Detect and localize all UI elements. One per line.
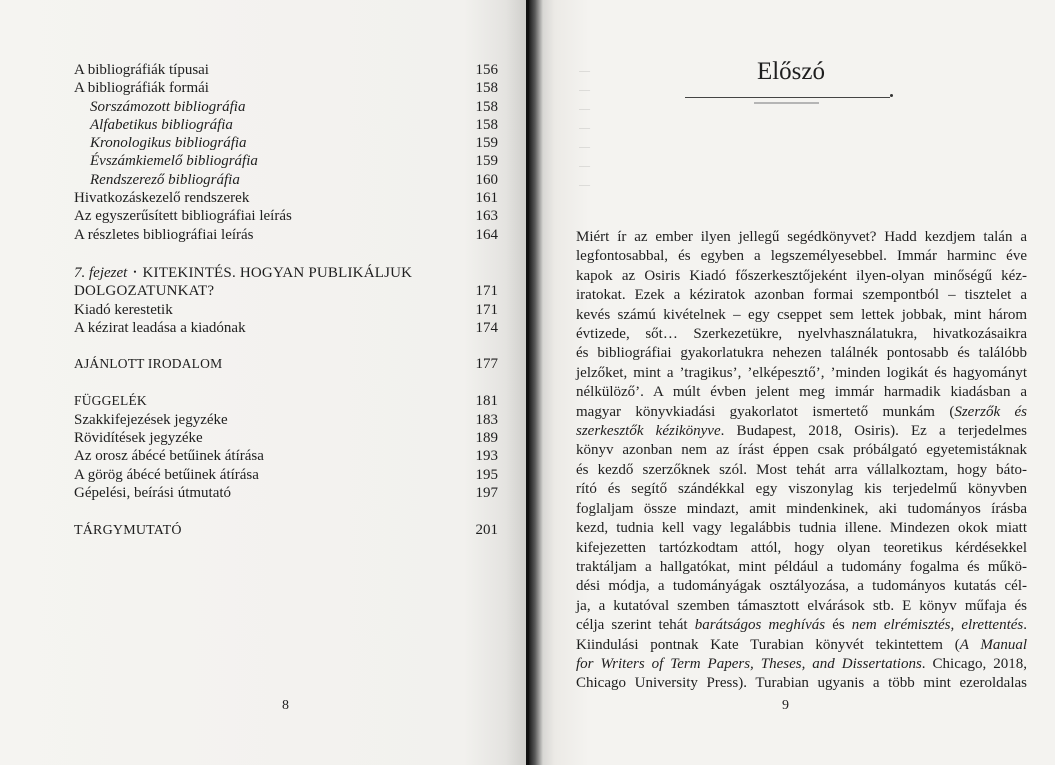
toc-entry-title: A részletes bibliográfiai leírás [74,226,254,243]
toc-entry [74,226,498,244]
toc-entry-title: Kronologikus bibliográfia [90,135,247,152]
text-line: Kiindulási pontnak Kate Turabian könyvét tekintettem (A Manual [576,636,1027,653]
title-subrule [754,102,819,104]
toc-entry-page: 193 [475,448,498,465]
toc-entry [74,484,498,502]
toc-entry-title: Alfabetikus bibliográfia [90,116,233,133]
page-number: 8 [282,698,289,713]
chapter-title-cont: DOLGOZATUNKAT? [74,283,215,300]
index-page: 201 [475,522,498,539]
body-paragraph [576,228,1027,694]
toc-entry [74,98,498,116]
toc-entry-title: Gépelési, beírási útmutató [74,484,232,501]
chapter-label: 7. fejezet [74,264,128,281]
text-line: szerkesztők kézikönyve. Budapest, 2018, Osiris). Ez a terjedelmes [576,423,1027,440]
text-line: dési módja, a tudományágak osztályozása, a tudományos kutatás cél- [576,578,1027,595]
left-page [0,0,527,765]
text-line: for Writers of Term Papers, Theses, and Dissertations. Chicago, 2018, [576,655,1027,672]
toc-entry [74,411,498,429]
toc-entry [74,134,498,152]
toc-entry-title: A bibliográfiák típusai [74,62,209,78]
title-rule [685,97,890,98]
toc-entry-page: 164 [475,226,498,243]
chapter-heading-cont [74,282,498,300]
toc-entry-page: 158 [475,116,498,133]
recommended-page: 177 [475,356,498,373]
toc-entry-page: 197 [475,484,498,501]
recommended-title: AJÁNLOTT IRODALOM [74,356,223,372]
text-line: iratokat. Ezek a kéziratok azonban formai szempontból – tisztelet a [576,287,1027,304]
toc-entry [74,61,498,79]
toc-entry-page: 159 [475,135,498,152]
page-number: 9 [782,698,789,713]
toc-entry-page: 163 [475,208,498,225]
toc-entry [74,171,498,189]
index-title: TÁRGYMUTATÓ [74,523,182,539]
table-of-contents [74,61,498,541]
toc-entry-page: 183 [475,411,498,428]
text-line: évtizede, sőt… Szerkezetükre, nyelvhasználatukra, hivatkozásaikra [576,326,1027,343]
toc-entry [74,207,498,225]
toc-entry-title: Kiadó kerestetik [74,301,173,318]
toc-entry-title: Rövidítések jegyzéke [74,430,203,447]
text-line: traktáljam a hallgatókat, mint például a tudomány fogalma és műkö- [576,558,1027,575]
text-line: magyar könyvkiadási gyakorlatot ismertető munkám (Szerzők és [576,403,1027,420]
toc-entry-title: A görög ábécé betűinek átírása [74,466,259,483]
toc-entry-title: Az orosz ábécé betűinek átírása [74,448,264,465]
text-line: foglaljam össze mindazt, amit mindenkinek, aki tudományos írásba [576,500,1027,517]
page-title: Előszó [756,58,826,85]
toc-entry [74,79,498,97]
toc-entry-title: Az egyszerűsített bibliográfiai leírás [74,208,292,225]
text-line: kevés számú kivételnek – egy cseppet sem lettek jobbak, mint három [576,306,1027,323]
title-rule-dot [890,94,893,97]
appendix-title: FÜGGELÉK [74,393,147,409]
text-line: nélkülöző’. A múlt évben jelent meg immár harmadik kiadásban a [576,384,1027,401]
chapter-page: 171 [475,283,498,300]
text-line: célja szerint tehát barátságos meghívás és nem elrémisztés, elrettentés. [576,617,1027,634]
appendix-page: 181 [475,393,498,410]
text-line: legfontosabbal, és egyben a legszemélyesebbel. Immár harminc éve [576,248,1027,265]
toc-entry [74,429,498,447]
toc-entry-title: Évszámkiemelő bibliográfia [90,153,258,170]
toc-entry-page: 171 [475,301,498,318]
section-heading [74,355,498,373]
toc-entry-page: 156 [475,62,498,78]
section-heading [74,392,498,410]
text-line: könyv azonban nem az írást éppen csak próbálgató egyetemistáknak [576,442,1027,459]
text-line: rító és segítő szándékkal egy viszonylag kis terjedelmű könyvben [576,481,1027,498]
text-line: jelzőket, mint a ’tragikus’, ’elképesztő’, ’minden logikát és hagyományt [576,364,1027,381]
toc-entry [74,189,498,207]
toc-entry [74,152,498,170]
toc-entry [74,301,498,319]
toc-entry-page: 174 [475,319,498,336]
spacer [74,502,498,521]
show-through-text: — — — — — — — [579,65,590,191]
toc-entry [74,466,498,484]
spacer [74,373,498,392]
text-line: Miért ír az ember ilyen jellegű segédkönyvet? Hadd kezdjem talán a [576,229,1027,245]
toc-entry [74,116,498,134]
toc-entry-title: Rendszerező bibliográfia [90,171,240,188]
toc-entry-page: 161 [475,190,498,207]
spacer [74,244,498,263]
text-line: és bibliográfiai gyakorlatukra nehezen találnék pontosabb és találóbb [576,345,1027,362]
toc-entry [74,319,498,337]
text-line: kifejezetten tartózkodtam attól, hogy olyan teoretikus kérdésekkel [576,539,1027,556]
toc-entry-page: 158 [475,98,498,115]
toc-entry-page: 195 [475,466,498,483]
toc-entry-page: 159 [475,153,498,170]
text-line: Chicago University Press). Turabian ugyanis a több mint ezeroldalas [576,675,1027,692]
toc-entry-title: Hivatkozáskezelő rendszerek [74,190,250,207]
text-line: ja, a kutatóval szemben támasztott elvárások stb. E könyv műfaja és [576,597,1027,614]
toc-entry-page: 189 [475,430,498,447]
chapter-heading [74,263,498,282]
toc-entry-title: Sorszámozott bibliográfia [90,98,246,115]
bullet-icon: • [133,266,137,277]
text-line: és kezdő szerzőknek szól. Most tehát arra vállalkoztam, hogy báto- [576,461,1027,478]
section-heading [74,521,498,540]
text-line: kapok az Osiris Kiadó főszerkesztőjeként ilyen-olyan minőségű kéz- [576,267,1027,284]
chapter-title: KITEKINTÉS. HOGYAN PUBLIKÁLJUK [142,264,413,281]
toc-entry-page: 158 [475,80,498,97]
toc-entry-title: A kézirat leadása a kiadónak [74,319,246,336]
text-line: kezd, tudnia kell vagy legalábbis tudnia illene. Mindezen okok miatt [576,520,1027,537]
toc-entry-page: 160 [475,171,498,188]
toc-entry-title: Szakkifejezések jegyzéke [74,411,228,428]
spacer [74,337,498,355]
right-page [529,0,1055,765]
toc-entry [74,447,498,465]
chapter-heading-line1 [74,263,412,282]
toc-entry-title: A bibliográfiák formái [74,80,209,97]
